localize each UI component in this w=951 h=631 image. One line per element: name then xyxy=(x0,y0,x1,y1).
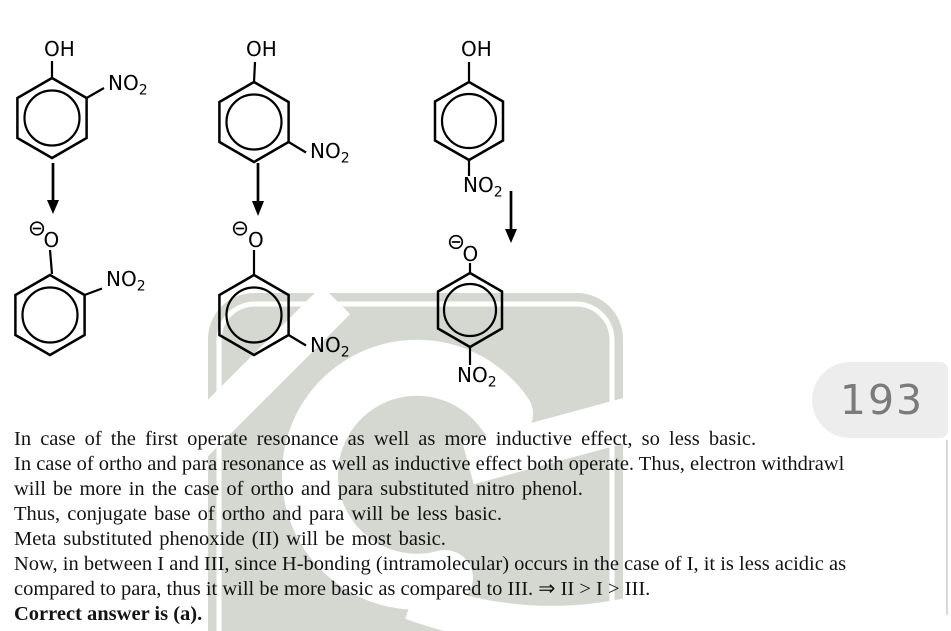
page-edge-divider xyxy=(946,440,948,615)
reaction-arrow-ortho xyxy=(47,163,59,214)
reaction-arrow-meta xyxy=(252,163,264,216)
explanation-line: Thus, conjugate base of ortho and para will be less basic. xyxy=(14,503,502,525)
c-no2-bond xyxy=(289,335,306,346)
explanation-line: In case of ortho and para resonance as well as inductive effect both operate. Thus, electron withdrawl xyxy=(14,453,845,475)
negative-charge-icon xyxy=(234,222,247,235)
phenoxide-para xyxy=(438,236,502,391)
nitro-label: $NO_2$ xyxy=(457,363,497,391)
correct-answer-line: Correct answer is (a). xyxy=(14,603,203,625)
explanation-line: In case of the first operate resonance as well as more inductive effect, so less basic. xyxy=(14,428,757,450)
explanation-line: will be more in the case of ortho and para substituted nitro phenol. xyxy=(14,478,583,500)
aromatic-circle xyxy=(25,91,80,146)
c-no2-bond xyxy=(87,88,104,98)
c-no2-bond xyxy=(85,289,102,296)
down-arrowhead-icon xyxy=(505,229,517,243)
reaction-arrow-para xyxy=(505,191,517,243)
aromatic-circle xyxy=(227,95,282,150)
oxide-label: O xyxy=(462,242,479,266)
reaction-scheme xyxy=(0,0,700,420)
nitro-label: $NO_2$ xyxy=(108,71,148,99)
explanation-line: Now, in between I and III, since H-bonding (intramolecular) occurs in the case of I, it is less acidic as xyxy=(14,553,847,575)
negative-charge-icon xyxy=(450,236,463,249)
phenoxide-ortho xyxy=(15,222,145,355)
c-no2-bond xyxy=(289,142,306,153)
aromatic-circle xyxy=(23,288,78,343)
oxide-label: O xyxy=(43,228,60,252)
aromatic-circle xyxy=(442,94,496,148)
explanation-line: Meta substituted phenoxide (II) will be most basic. xyxy=(14,528,446,550)
hydroxyl-label: OH xyxy=(461,37,492,61)
explanation-text xyxy=(14,427,934,627)
nitro-label: $NO_2$ xyxy=(310,139,350,167)
negative-charge-icon xyxy=(31,222,44,235)
page-number: 193 xyxy=(839,376,925,424)
aromatic-circle xyxy=(444,284,496,336)
nitro-label: $NO_2$ xyxy=(106,267,146,295)
phenol-meta xyxy=(219,37,349,167)
phenol-ortho xyxy=(17,37,147,158)
nitro-label: $NO_2$ xyxy=(463,173,503,201)
c-oh-bond xyxy=(254,62,255,82)
c-o-bond xyxy=(50,250,52,274)
phenol-para xyxy=(435,37,503,201)
hydroxyl-label: OH xyxy=(44,37,75,61)
down-arrowhead-icon xyxy=(252,201,264,216)
oxide-label: O xyxy=(248,228,264,252)
nitro-label: $NO_2$ xyxy=(310,333,350,361)
phenoxide-meta xyxy=(219,222,349,360)
down-arrowhead-icon xyxy=(47,200,59,214)
explanation-line: compared to para, thus it will be more basic as compared to III. ⇒ II > I > III. xyxy=(14,578,651,600)
aromatic-circle xyxy=(227,288,282,343)
hydroxyl-label: OH xyxy=(246,37,277,61)
